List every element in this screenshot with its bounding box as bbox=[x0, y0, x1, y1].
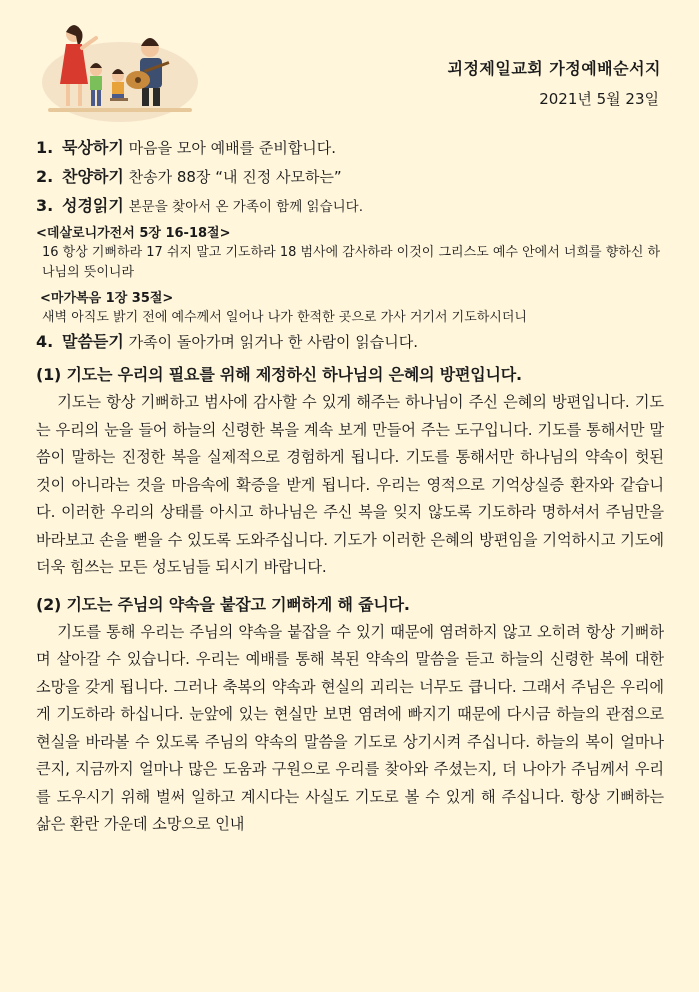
step-description: 찬송가 88장 “내 진정 사모하는” bbox=[128, 168, 342, 186]
step-heading: 찬양하기 bbox=[62, 167, 124, 186]
step-description: 본문을 찾아서 온 가족이 함께 읽습니다. bbox=[128, 199, 364, 215]
step-description: 마음을 모아 예배를 준비합니다. bbox=[128, 139, 337, 157]
scripture-text: 새벽 아직도 밝기 전에 예수께서 일어나 나가 한적한 곳으로 가사 거기서 기도하시더니 bbox=[42, 310, 527, 325]
section-title: (1) 기도는 우리의 필요를 위해 제정하신 하나님의 은혜의 방편입니다. bbox=[36, 365, 522, 384]
scripture-reference: <데살로니가전서 5장 16-18절> bbox=[36, 226, 231, 241]
step-number: 3. bbox=[36, 196, 54, 215]
step-meditation bbox=[36, 138, 664, 158]
step-heading: 성경읽기 bbox=[62, 196, 124, 215]
section-body: 기도는 항상 기뻐하고 범사에 감사할 수 있게 해주는 하나님이 주신 은혜의 방편입니다. 기도는 우리의 눈을 들어 하늘의 신령한 복을 계속 보게 만들어 주는 도구입니다. 기도를 통해서만 말씀이 말하는 진정한 복을 실제적으로 경험하게 됩니다. 기도를 통해서만 하나님의 약속이 헛된 것이 아니라는 것을 마음속에 확증을 받게 됩니다. 우리는 영적으로 기억상실증 환자와 같습니다. 이러한 우리의 상태를 아시고 하나님은 주신 복을 잊지 않도록 기도하라 명하셔서 주님만을 바라보고 손을 뻗을 수 있도록 도와주십니다. 기도가 이러한 은혜의 방편임을 기억하시고 기도에 더욱 힘쓰는 모든 성도님들 되시기 바랍니다. bbox=[36, 393, 664, 576]
step-scripture-reading bbox=[36, 196, 664, 217]
worship-order bbox=[36, 138, 664, 843]
section-title: (2) 기도는 주님의 약속을 붙잡고 기뻐하게 해 줍니다. bbox=[36, 594, 410, 614]
step-heading: 말씀듣기 bbox=[62, 332, 124, 351]
step-number: 2. bbox=[36, 167, 54, 186]
section-body: 기도를 통해 우리는 주님의 약속을 붙잡을 수 있기 때문에 염려하지 않고 오히려 항상 기뻐하며 살아갈 수 있습니다. 우리는 예배를 통해 복된 약속의 말씀을 듣고 하늘의 신령한 복에 대한 소망을 갖게 됩니다. 그러나 축복의 약속과 현실의 괴리는 너무도 큽니다. 그래서 주님은 우리에게 기도하라 하십니다. 눈앞에 있는 현실만 보면 염려에 빠지기 때문에 다시금 하늘의 관점으로 현실을 바라볼 수 있도록 주님의 약속의 말씀을 기도로 상기시켜 주십니다. 하늘의 복이 얼마나 큰지, 지금까지 얼마나 많은 도움과 구원으로 우리를 찾아와 주셨는지, 더 나아가 주님께서 우리를 도우시기 위해 벌써 일하고 계시다는 사실도 기도로 볼 수 있게 해 주십니다. 항상 기뻐하는 삶은 환란 가운데 소망으로 인내 bbox=[36, 622, 664, 833]
scripture-text: 16 항상 기뻐하라 17 쉬지 말고 기도하라 18 범사에 감사하라 이것이 그리스도 예수 안에서 너희를 향하신 하나님의 뜻이니라 bbox=[42, 245, 661, 280]
step-heading: 묵상하기 bbox=[62, 138, 124, 157]
step-description: 가족이 돌아가며 읽거나 한 사람이 읽습니다. bbox=[128, 333, 419, 351]
worship-date: 2021년 5월 23일 bbox=[539, 90, 659, 108]
step-number: 4. bbox=[36, 332, 54, 351]
church-title: 괴정제일교회 가정예배순서지 bbox=[447, 59, 661, 78]
step-number: 1. bbox=[36, 138, 54, 157]
family-worship-illustration bbox=[40, 14, 200, 122]
step-praise bbox=[36, 167, 664, 187]
step-sermon bbox=[36, 332, 664, 352]
scripture-reference: <마가복음 1장 35절> bbox=[40, 291, 174, 306]
